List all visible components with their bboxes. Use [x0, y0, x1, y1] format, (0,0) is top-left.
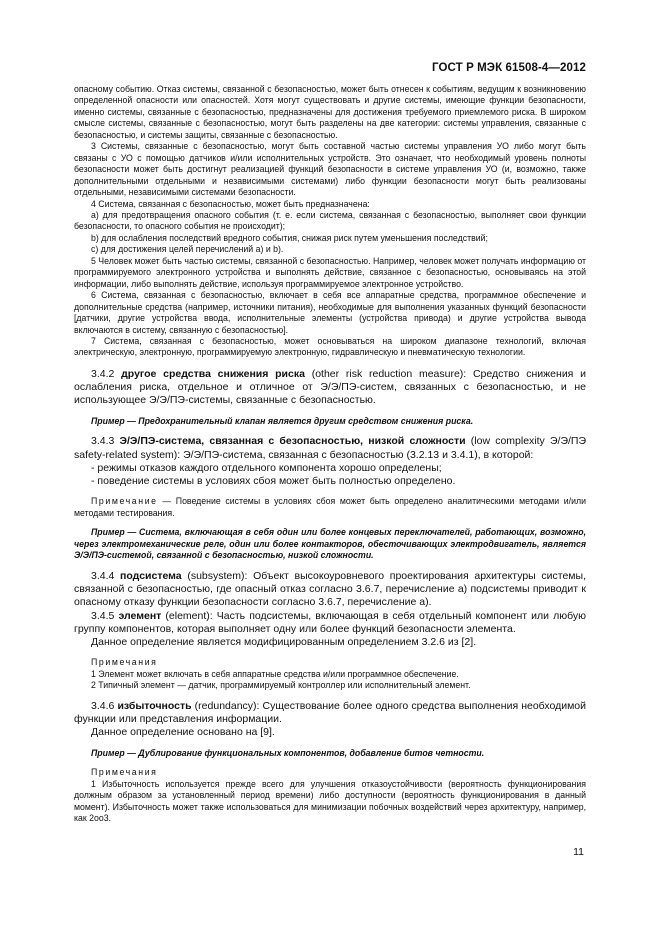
note-4: 4 Система, связанная с безопасностью, может быть предназначена:: [91, 198, 370, 209]
document-id: ГОСТ Р МЭК 61508-4—2012: [432, 62, 586, 74]
section-number: 3.4.4: [91, 569, 115, 582]
definition-source: Данное определение является модифицированным определением 3.2.6 из [2].: [91, 636, 477, 649]
notes-label: Примечания: [91, 767, 158, 778]
paragraph-continuation: опасному событию. Отказ системы, связанной с безопасностью, может быть отнесен к событиям, ведущим к возникновению определенной опасности или опасностей. Хотя могут существовать и другие системы, имеющие функции безопасности, именно системы, связанные с безопасностью, предназначены для достижения требуемого приемлемого риска. В широком смысле системы, связанные с безопасностью, могут быть разделены на две категории: системы управления, связанные с безопасностью, и системы защиты, связанные с безопасностью.: [74, 84, 586, 140]
definition: (low complexity Э/Э/ПЭ safety-related system): Э/Э/ПЭ-система, связанная с безопасностью (3.2.13 и 3.4.1), в которой:: [74, 435, 587, 461]
note-1: 1 Избыточность используется прежде всего для улучшения отказоустойчивости (вероятность функционирования должным образом за установленный период времени) либо доступности (вероятность функционирования в данный момент). Избыточность может также использоваться для минимизации побочных воздействий через архитектуру, например, как 2оо3.: [74, 778, 586, 823]
page-number: 11: [573, 846, 584, 858]
definition: (element): Часть подсистемы, включающая в себя отдельный компонент или любую группу компонентов, которая выполняет одну или более функций безопасности элемента.: [74, 609, 586, 635]
section-3-4-3: [74, 435, 586, 462]
note-7: 7 Система, связанная с безопасностью, может основываться на широком диапазоне технологий, включая электрическую, электронную, программируемую электронную, гидравлическую и пневматическую технологии.: [74, 335, 586, 358]
note-4-item-c: c) для достижения целей перечислений a) и b).: [91, 244, 284, 255]
section-3-4-6: [74, 700, 586, 727]
notes-label: Примечания: [91, 657, 158, 668]
note-3: 3 Системы, связанные с безопасностью, могут быть составной частью системы управления УО либо могут быть связаны с УО с помощью датчиков и/или исполнительных устройств. Это означает, что необходимый уровень полноты безопасности может быть достигнут реализацией функций безопасности в системе управления УО (и, возможно, также дополнительными отдельными и независимыми системами) либо функции безопасности могут быть реализованы отдельными, независимыми системами безопасности.: [74, 141, 586, 198]
term: Э/Э/ПЭ-система, связанная с безопасностью, низкой сложности: [119, 435, 466, 448]
section-number: 3.4.2: [91, 367, 115, 380]
term: другое средства снижения риска: [121, 367, 305, 380]
term: элемент: [118, 609, 162, 622]
section-number: 3.4.6: [91, 699, 115, 712]
section-number: 3.4.3: [91, 435, 115, 448]
section-3-4-2: [74, 368, 586, 408]
note-1: 1 Элемент может включать в себя аппаратные средства и/или программное обеспечение.: [91, 668, 459, 679]
term: избыточность: [117, 699, 192, 712]
note-5: 5 Человек может быть частью системы, связанной с безопасностью. Например, человек может получать информацию от программируемого электронного устройства и выполнять действие, связанное с безопасностью, основываясь на этой информации, либо выполнять действие, используя программируемое электронное устройство.: [74, 255, 586, 289]
bullet-item: - режимы отказов каждого отдельного компонента хорошо определены;: [91, 461, 442, 474]
example-3-4-2: Пример — Предохранительный клапан является другим средством снижения риска.: [91, 415, 474, 426]
note-label: Примечание: [91, 496, 158, 507]
example-3-4-6: Пример — Дублирование функциональных компонентов, добавление битов четности.: [91, 747, 485, 758]
note-6: 6 Система, связанная с безопасностью, включает в себя все аппаратные средства, программное обеспечение и дополнительные средства (например, источники питания), необходимые для выполнения указанных функций безопасности [датчики, другие устройства ввода, исполнительные элементы (устройства привода) и другие устройства вывода включаются в систему, связанную с безопасностью].: [74, 290, 586, 335]
note-3-4-3: [74, 496, 586, 519]
note-4-item-b: b) для ослабления последствий вредного события, снижая риск путем уменьшения последствий;: [91, 232, 488, 243]
document-page: [74, 0, 586, 935]
section-number: 3.4.5: [91, 609, 115, 622]
note-2: 2 Типичный элемент — датчик, программируемый контроллер или исполнительный элемент.: [91, 680, 471, 691]
definition-source: Данное определение основано на [9].: [91, 726, 275, 739]
definition: (other risk reduction measure): Средство снижения и ослабления риска, отдельное и отличное от Э/Э/ПЭ-систем, связанных с безопасностью, и не использующее Э/Э/ПЭ-системы, связанные с безопасностью.: [74, 367, 586, 407]
bullet-item: - поведение системы в условиях сбоя может быть полностью определено.: [91, 475, 456, 488]
definition: (redundancy): Существование более одного средства выполнения необходимой функции или представления информации.: [74, 699, 586, 726]
definition: (subsystem): Объект высокоуровневого проектирования архитектуры системы, связанной с безопасностью, где опасный отказ согласно 3.6.7, перечисление a) подсистемы приводит к опасному отказу функции безопасности согласно 3.6.7, перечисление a).: [74, 569, 586, 609]
section-3-4-4: [74, 570, 586, 610]
term: подсистема: [120, 569, 182, 582]
page-body: [74, 84, 586, 824]
note-text: — Поведение системы в условиях сбоя может быть определено аналитическими методами и/или методами тестирования.: [74, 496, 586, 518]
note-4-item-a: a) для предотвращения опасного события (т. е. если система, связанная с безопасностью, выполняет свои функции безопасности, то опасного события не происходит);: [74, 209, 586, 232]
section-3-4-5: [74, 610, 586, 637]
example-3-4-3: Пример — Система, включающая в себя один или более концевых переключателей, работающих, возможно, через электромеханические реле, один или более контакторов, обесточивающих электродвигатель, является Э/Э/ПЭ-системой, связанной с безопасностью, низкой сложности.: [74, 527, 586, 561]
